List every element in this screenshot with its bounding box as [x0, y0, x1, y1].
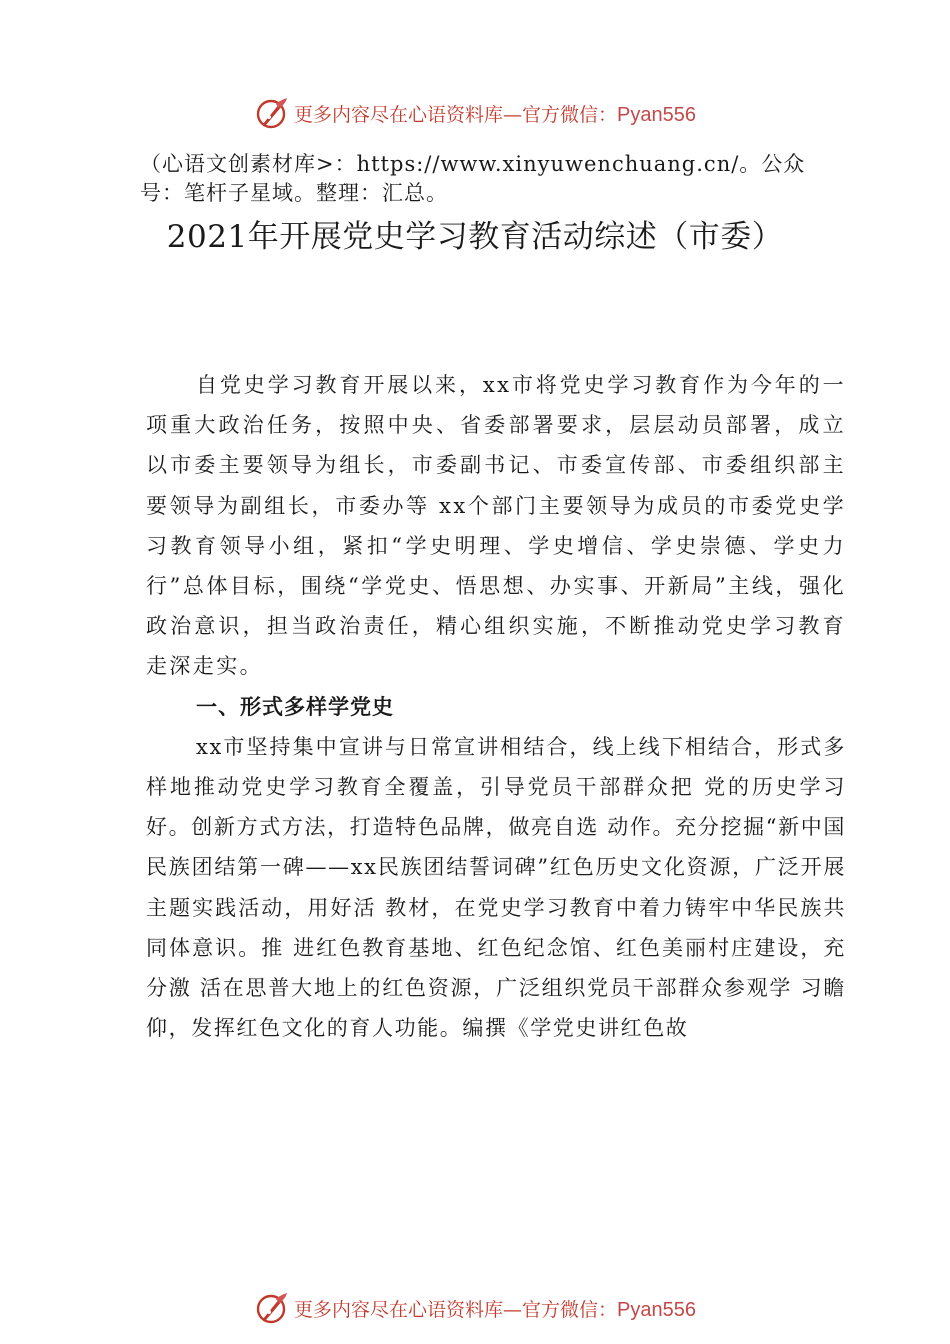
body-paragraph-1: 自党史学习教育开展以来，xx市将党史学习教育作为今年的一项重大政治任务，按照中央、省委部署要求，层层动员部署，成立以市委主要领导为组长，市委副书记、市委宣传部、市委组织部主要领导为副组长，市委办等 xx个部门主要领导为成员的市委党史学习教育领导小组，紧扣“学史明理、学史增信、学史崇德、学史力行”总体目标，围绕“学党史、悟思想、办实事、开新局”主线，强化政治意识，担当政治责任，精心组织实施，不断推动党史学习教育走深走实。	[146, 373, 846, 679]
source-note: （心语文创素材库>：https://www.xinyuwenchuang.cn/。公众号：笔杆子星域。整理：汇总。	[140, 152, 806, 205]
header-banner-slogan: 更多内容尽在心语资料库—官方微信：	[294, 103, 618, 126]
footer-banner	[0, 1288, 950, 1328]
document-title: 2021年开展党史学习教育活动综述（市委）	[166, 219, 784, 255]
section-heading-1: 一、形式多样学党史	[196, 694, 394, 719]
header-banner-wechat-id: Pyan556	[617, 103, 696, 126]
footer-banner-text	[294, 1295, 696, 1322]
footer-banner-slogan: 更多内容尽在心语资料库—官方微信：	[294, 1298, 618, 1321]
body-paragraph-2: xx市坚持集中宣讲与日常宣讲相结合，线上线下相结合，形式多样地推动党史学习教育全覆盖，引导党员干部群众把 党的历史学习好。创新方式方法，打造特色品牌，做亮自选 动作。充分挖掘“新中国民族团结第一碑——xx民族团结誓词碑”红色历史文化资源，广泛开展主题实践活动，用好活 教材，在党史学习教育中着力铸牢中华民族共同体意识。推 进红色教育基地、红色纪念馆、红色美丽村庄建设，充分激 活在思普大地上的红色资源，广泛组织党员干部群众参观学 习瞻仰，发挥红色文化的育人功能。编撰《学党史讲红色故	[146, 734, 846, 1041]
document-body	[146, 365, 846, 1048]
footer-banner-wechat-id: Pyan556	[617, 1298, 696, 1321]
quill-pen-logo-icon	[254, 95, 290, 131]
header-banner	[0, 93, 950, 133]
header-banner-text	[294, 100, 696, 127]
quill-pen-logo-icon	[254, 1290, 290, 1326]
